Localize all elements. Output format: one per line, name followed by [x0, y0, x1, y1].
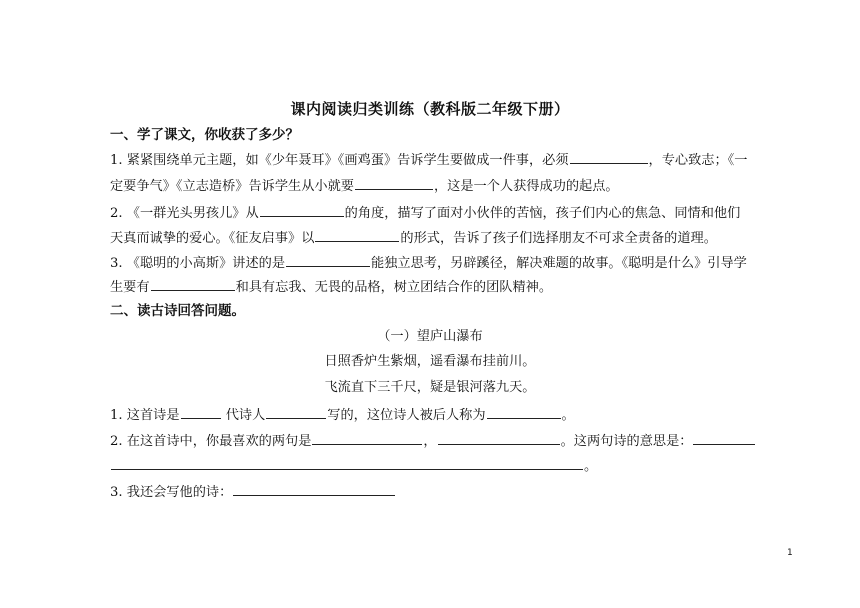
answer-blank[interactable] [487, 405, 561, 419]
poem-q2-text-d: 。 [584, 459, 598, 474]
q3-text-b: 能独立思考，另辟蹊径，解决难题的故事。《聪明是什么》引导学 [371, 256, 747, 271]
answer-blank[interactable] [570, 150, 648, 164]
poem-q2-line2 [110, 456, 597, 476]
q3-line1 [110, 253, 747, 273]
poem-q1-text-b: 代诗人 [225, 408, 266, 423]
q3-text-c: 生要有 [110, 280, 150, 295]
q1-line1 [110, 150, 747, 170]
poem-q2-text-b: ， [423, 434, 437, 449]
poem-line-1: 日照香炉生紫烟，遥看瀑布挂前川。 [324, 354, 536, 369]
poem-title: （一）望庐山瀑布 [377, 329, 483, 344]
answer-blank[interactable] [286, 253, 370, 267]
q2-line1 [110, 203, 740, 223]
poem-line-2: 飞流直下三千尺，疑是银河落九天。 [324, 380, 536, 395]
q2-line2 [110, 228, 717, 248]
poem-q1-text-a: 1. 这首诗是 [110, 408, 180, 423]
poem-q1 [110, 405, 575, 425]
q1-line2 [110, 176, 619, 196]
answer-blank[interactable] [355, 176, 433, 190]
q2-text-a: 2. 《一群光头男孩儿》从 [110, 206, 259, 221]
answer-blank[interactable] [315, 228, 399, 242]
poem-q3-text-a: 3. 我还会写他的诗： [110, 485, 233, 500]
answer-blank[interactable] [233, 482, 395, 496]
q1-text-c: 定要争气》《立志造桥》告诉学生从小就要 [110, 179, 354, 194]
poem-q3 [110, 482, 396, 502]
poem-q2-text-a: 2. 在这首诗中，你最喜欢的两句是 [110, 434, 312, 449]
q3-line2 [110, 277, 552, 297]
answer-blank[interactable] [693, 431, 755, 445]
q2-text-d: 的形式，告诉了孩子们选择朋友不可求全责备的道理。 [400, 231, 717, 246]
q2-text-b: 的角度，描写了面对小伙伴的苦恼，孩子们内心的焦急、同情和他们 [344, 206, 741, 221]
poem-q2-line1 [110, 431, 756, 451]
document-title: 课内阅读归类训练（教科版二年级下册） [290, 100, 570, 118]
answer-blank[interactable] [266, 405, 326, 419]
section1-heading: 一、学了课文，你收获了多少？ [110, 127, 299, 143]
answer-blank[interactable] [181, 405, 221, 419]
section2-heading: 二、读古诗回答问题。 [110, 303, 245, 319]
q1-text-d: ，这是一个人获得成功的起点。 [433, 179, 619, 194]
q1-text-b: ，专心致志；《一 [648, 153, 748, 168]
answer-blank[interactable] [260, 203, 344, 217]
poem-q2-text-c: 。这两句诗的意思是： [560, 434, 693, 449]
answer-blank[interactable] [111, 456, 583, 470]
q1-text-a: 1. 紧紧围绕单元主题，如《少年聂耳》《画鸡蛋》告诉学生要做成一件事，必须 [110, 153, 569, 168]
answer-blank[interactable] [312, 431, 422, 445]
q3-text-d: 和具有忘我、无畏的品格，树立团结合作的团队精神。 [235, 280, 553, 295]
answer-blank[interactable] [151, 277, 235, 291]
page-number: 1 [787, 548, 793, 558]
poem-q1-text-c: 写的，这位诗人被后人称为 [327, 408, 486, 423]
q3-text-a: 3. 《聪明的小高斯》讲述的是 [110, 256, 286, 271]
poem-q1-text-d: 。 [561, 408, 575, 423]
answer-blank[interactable] [438, 431, 560, 445]
q2-text-c: 天真而诚挚的爱心。《征友启事》以 [110, 231, 315, 246]
